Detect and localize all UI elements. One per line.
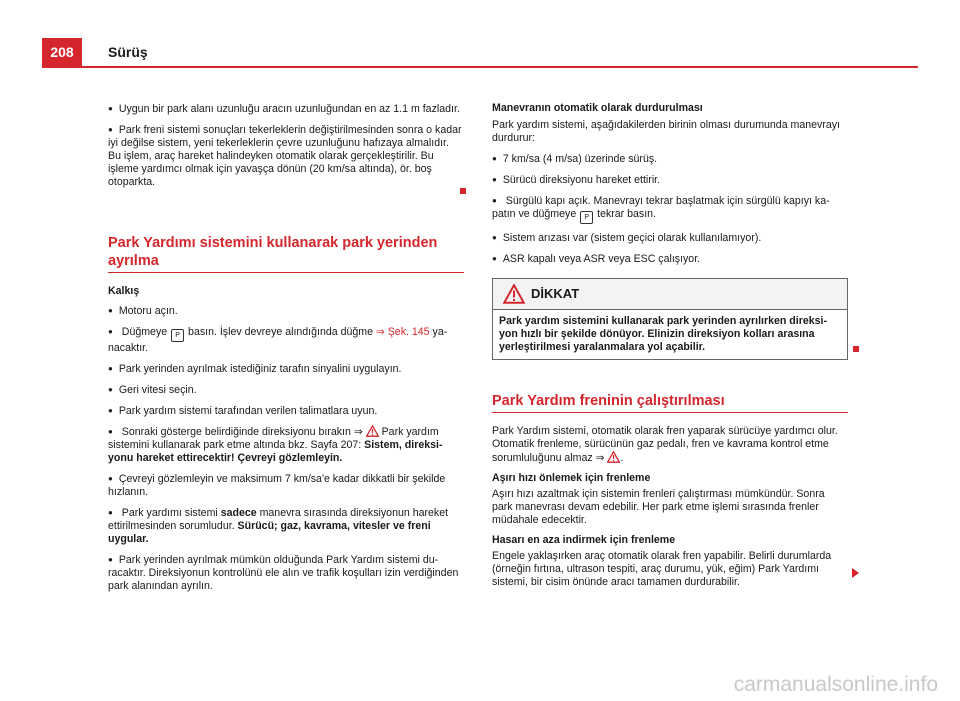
section-end-marker xyxy=(460,188,466,194)
watermark: carmanualsonline.info xyxy=(733,673,938,696)
page-number: 208 xyxy=(42,38,82,66)
list-item: ● ASR kapalı veya ASR veya ESC çalışıyor. xyxy=(492,252,848,266)
list-item: ● Sonraki gösterge belirdiğinde direksiyonu bırakın ⇒ Park yardım sistemini kullanarak park etme altında bkz. Sayfa 207: Sistem, direksiyonu hareket ettirecektir! Çevreyi gözlemleyin. xyxy=(108,425,464,465)
list-item: ● Sistem arızası var (sistem geçici olarak kullanılamıyor). xyxy=(492,231,848,245)
list-item: ● Park yerinden ayrılmak mümkün olduğunda Park Yardım sistemi duracaktır. Direksiyonun kontrolünü ele alın ve trafik koşulları izin verdiğinden park alanından ayrılın. xyxy=(108,553,464,593)
chapter-title: Sürüş xyxy=(108,44,148,60)
list-item: ● Motoru açın. xyxy=(108,304,464,318)
list-item: ● Sürücü direksiyonu hareket ettirir. xyxy=(492,173,848,187)
subhead-auto-stop: Manevranın otomatik olarak durdurulması xyxy=(492,102,703,114)
section-end-marker xyxy=(853,346,859,352)
subhead-overspeed-braking: Aşırı hızı önlemek için frenleme xyxy=(492,472,651,484)
subhead-damage-braking: Hasarı en aza indirmek için frenleme xyxy=(492,534,676,546)
warning-title: DİKKAT xyxy=(531,286,580,301)
header-rule xyxy=(42,66,918,68)
warning-header xyxy=(493,279,847,310)
list-item: ● Uygun bir park alanı uzunluğu aracın uzunluğundan en az 1.1 m fazladır. xyxy=(108,102,464,116)
list-item: ● Park yerinden ayrılmak istediğiniz tarafın sinyalini uygulayın. xyxy=(108,362,464,376)
section-title-leaving-parking: Park Yardımı sistemini kullanarak park yerinden ayrılma xyxy=(108,234,464,273)
subhead-kalkis: Kalkış xyxy=(108,285,140,297)
list-item: ● Sürgülü kapı açık. Manevrayı tekrar başlatmak için sürgülü kapıyı kapatın ve düğmeye P tekrar basın. xyxy=(492,194,848,224)
list-item: ● Çevreyi gözlemleyin ve maksimum 7 km/sa'e kadar dikkatli bir şekilde hızlanın. xyxy=(108,472,464,499)
list-item: ● Düğmeye P basın. İşlev devreye alındığında düğme ⇒ Şek. 145 yanacaktır. xyxy=(108,325,464,355)
right-column xyxy=(492,102,848,596)
list-item: ● Geri vitesi seçin. xyxy=(108,383,464,397)
paragraph: Engele yaklaşırken araç otomatik olarak fren yapabilir. Belirli durumlarda (örneğin fırtına, ultrason tespiti, araç durumu, yük, eğim) Park Yardımı sistemi, bir cisim önünde aracı tamamen durdurabilir. xyxy=(492,550,832,588)
list-item: ● Park yardım sistemi tarafından verilen talimatlara uyun. xyxy=(108,404,464,418)
list-item: ● Park yardımı sistemi sadece manevra sırasında direksiyonun hareket ettirilmesinden sorumludur. Sürücü; gaz, kavrama, vitesler ve freni uygular. xyxy=(108,506,464,546)
paragraph: Park Yardım sistemi, otomatik olarak fren yaparak sürücüye yardımcı olur. Otomatik frenleme, sürücünün gaz pedalı, fren ve kavrama kontrol etme sorumluluğunu almaz ⇒ . xyxy=(492,425,838,464)
park-assist-button-icon: P xyxy=(171,329,184,342)
warning-body: Park yardım sistemini kullanarak park yerinden ayrılırken direksiyon hızlı bir şekilde dönüyor. Elinizin direksiyon kolları arasına yerleştirilmesi yaralanmalara yol açabilir. xyxy=(499,315,827,353)
list-item: ● Park freni sistemi sonuçları tekerleklerin değiştirilmesinden sonra o kadar iyi değilse sistem, yeni tekerleklerin çevre uzunluğunu hafızaya almalıdır. Bu işlem, araç hareket halindeyken otomatik olarak gerçekleştirilir. Bu işleme yardımcı olmak için yavaşça dönün (20 km/sa altında), ör. boş otoparkta. xyxy=(108,123,464,189)
warning-triangle-icon xyxy=(503,284,525,304)
warning-triangle-icon xyxy=(366,425,379,437)
figure-link[interactable]: ⇒ Şek. 145 xyxy=(375,326,430,338)
paragraph: Park yardım sistemi, aşağıdakilerden birinin olması durumunda manevrayı durdurur: xyxy=(492,119,840,144)
section-title-park-assist-brake: Park Yardım freninin çalıştırılması xyxy=(492,392,848,413)
park-assist-button-icon: P xyxy=(580,211,593,224)
list-item: ● 7 km/sa (4 m/sa) üzerinde sürüş. xyxy=(492,152,848,166)
paragraph: Aşırı hızı azaltmak için sistemin frenleri çalıştırması mümkündür. Sonra park manevrası devam edebilir. Her park etme işlemi sırasında frenler müdahale edecektir. xyxy=(492,488,825,526)
continue-arrow-icon xyxy=(852,568,859,578)
left-column xyxy=(108,102,464,600)
warning-triangle-icon xyxy=(607,451,620,463)
warning-box xyxy=(492,278,848,360)
page-header xyxy=(42,38,918,68)
